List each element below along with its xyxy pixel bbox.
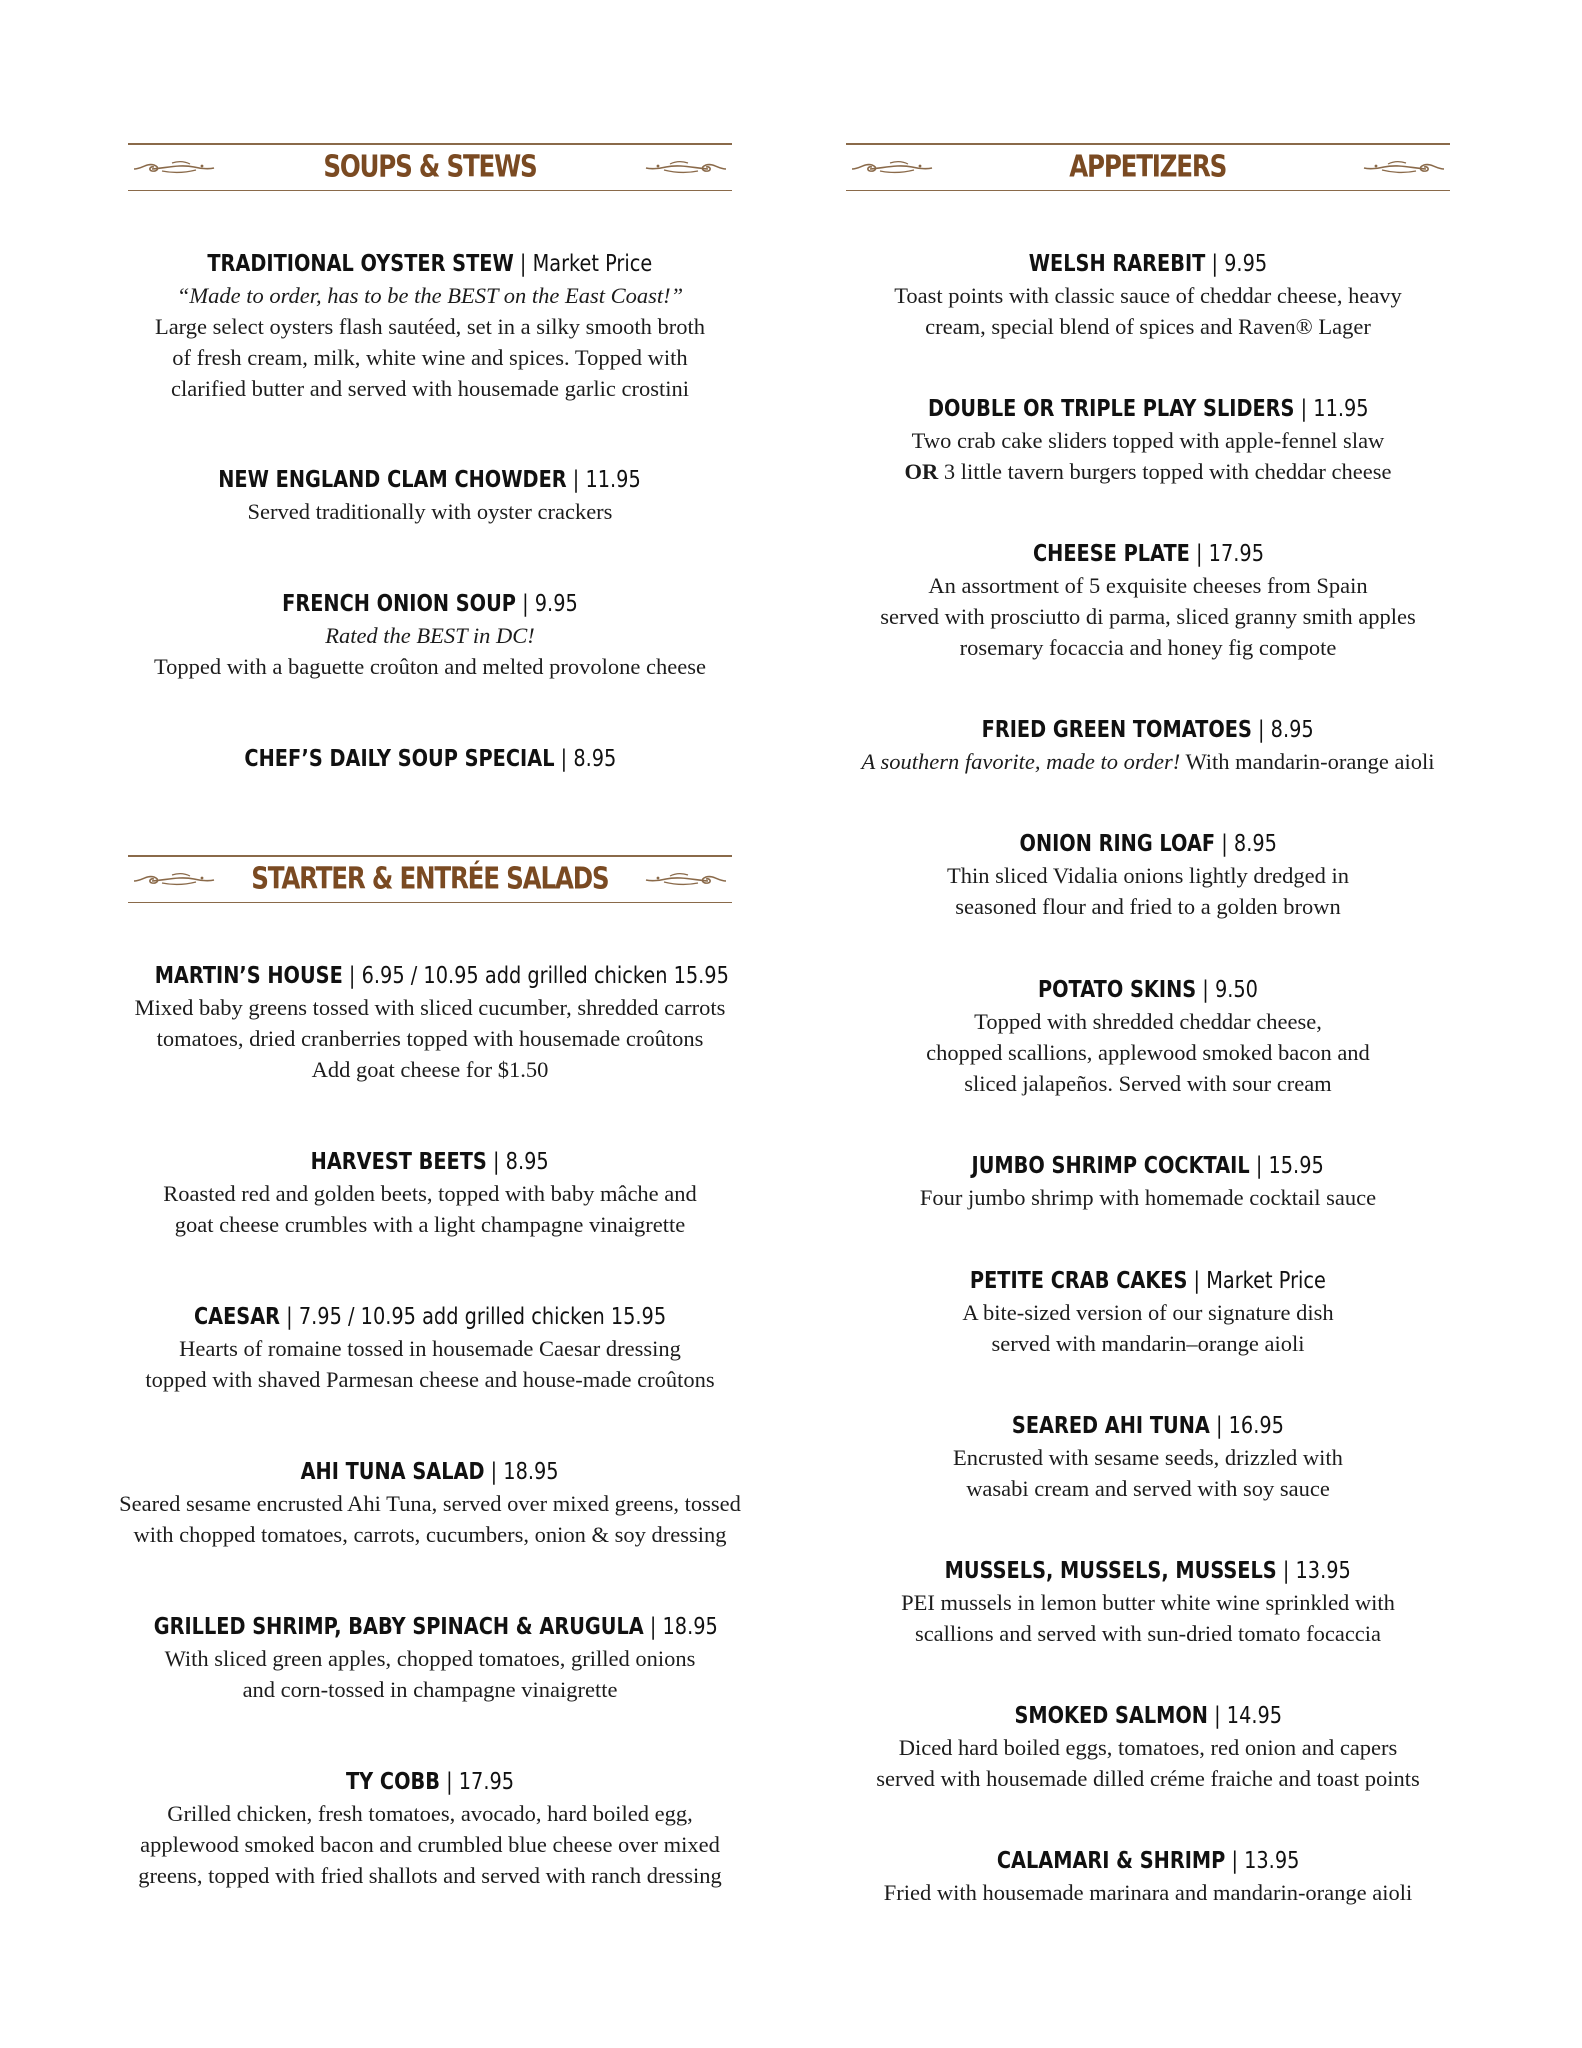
item-description: served with housemade dilled créme fraiche and toast points	[876, 1766, 1420, 1791]
item-header: AHI TUNA SALAD | 18.95	[300, 1459, 560, 1485]
item-description: scallions and served with sun-dried tomato focaccia	[914, 1621, 1382, 1646]
item-price: 8.95	[1233, 831, 1277, 857]
menu-item	[818, 1265, 1478, 1359]
item-header: PETITE CRAB CAKES | Market Price	[969, 1268, 1326, 1294]
item-name: SEARED AHI TUNA	[1011, 1413, 1210, 1439]
item-header: TY COBB | 17.95	[345, 1769, 515, 1795]
menu-item	[100, 1456, 760, 1550]
item-header: WELSH RAREBIT | 9.95	[1028, 251, 1268, 277]
item-price: 9.95	[1224, 251, 1268, 277]
item-header: NEW ENGLAND CLAM CHOWDER | 11.95	[218, 467, 642, 493]
item-description: cream, special blend of spices and Raven® Lager	[925, 314, 1371, 339]
item-description: Two crab cake sliders topped with apple-fennel slaw	[911, 428, 1385, 453]
item-name: NEW ENGLAND CLAM CHOWDER	[218, 467, 568, 493]
item-description: Toast points with classic sauce of cheddar cheese, heavy	[894, 283, 1402, 308]
item-description: served with prosciutto di parma, sliced granny smith apples	[880, 604, 1416, 629]
item-header: CHEF’S DAILY SOUP SPECIAL | 8.95	[244, 746, 616, 772]
item-tagline: “Made to order, has to be the BEST on the East Coast!”	[176, 283, 684, 308]
item-description: Diced hard boiled eggs, tomatoes, red onion and capers	[898, 1735, 1398, 1760]
menu-item	[100, 1301, 760, 1395]
item-description: clarified butter and served with housemade garlic crostini	[171, 376, 689, 401]
appetizers-section-header	[846, 143, 1450, 191]
item-price: Market Price	[1206, 1268, 1326, 1294]
item-header: CAESAR | 7.95 / 10.95 add grilled chicken 15.95	[193, 1304, 667, 1330]
item-name: SMOKED SALMON	[1014, 1703, 1208, 1729]
item-header: DOUBLE OR TRIPLE PLAY SLIDERS | 11.95	[927, 396, 1369, 422]
item-price: 8.95	[572, 746, 616, 772]
item-name: HARVEST BEETS	[310, 1149, 488, 1175]
header-rule	[128, 855, 732, 857]
or-word: OR	[904, 459, 939, 484]
item-description: Fried with housemade marinara and mandarin-orange aioli	[883, 1880, 1413, 1905]
item-name: FRENCH ONION SOUP	[282, 591, 516, 617]
menu-item	[818, 1845, 1478, 1908]
item-price: 18.95	[503, 1459, 560, 1485]
item-price: 13.95	[1295, 1558, 1352, 1584]
item-name: PETITE CRAB CAKES	[969, 1268, 1188, 1294]
header-rule	[128, 190, 732, 192]
ornamental-flourish-icon	[644, 869, 728, 889]
menu-item	[100, 1766, 760, 1891]
item-header: FRIED GREEN TOMATOES | 8.95	[981, 717, 1315, 743]
item-description: and corn-tossed in champagne vinaigrette	[242, 1677, 618, 1702]
item-header: FRENCH ONION SOUP | 9.95	[282, 591, 578, 617]
menu-item	[818, 974, 1478, 1099]
item-name: POTATO SKINS	[1037, 977, 1197, 1003]
item-description: with chopped tomatoes, carrots, cucumbers, onion & soy dressing	[133, 1522, 727, 1547]
menu-item	[818, 393, 1478, 487]
item-header: ONION RING LOAF | 8.95	[1019, 831, 1277, 857]
item-name: FRIED GREEN TOMATOES	[981, 717, 1253, 743]
item-description: Four jumbo shrimp with homemade cocktail sauce	[919, 1185, 1377, 1210]
item-name: CALAMARI & SHRIMP	[996, 1848, 1226, 1874]
item-header: SEARED AHI TUNA | 16.95	[1011, 1413, 1285, 1439]
item-name: CAESAR	[193, 1304, 280, 1330]
item-description: Topped with shredded cheddar cheese,	[974, 1009, 1322, 1034]
item-name: MUSSELS, MUSSELS, MUSSELS	[944, 1558, 1277, 1584]
item-price: 16.95	[1228, 1413, 1285, 1439]
item-price: 8.95	[505, 1149, 550, 1175]
item-header: CALAMARI & SHRIMP | 13.95	[996, 1848, 1300, 1874]
section-title: STARTER & ENTRÉE SALADS	[251, 861, 609, 897]
item-header: HARVEST BEETS | 8.95	[310, 1149, 550, 1175]
item-name: JUMBO SHRIMP COCKTAIL	[971, 1153, 1251, 1179]
item-description: Add goat cheese for $1.50	[311, 1057, 549, 1082]
item-description: Thin sliced Vidalia onions lightly dredged in	[947, 863, 1349, 888]
menu-item	[818, 538, 1478, 663]
menu-item	[818, 828, 1478, 922]
after-tag: With mandarin-orange aioli	[1180, 749, 1435, 774]
menu-item	[818, 1410, 1478, 1504]
item-description: With sliced green apples, chopped tomatoes, grilled onions	[164, 1646, 696, 1671]
item-price: 11.95	[1312, 396, 1369, 422]
item-price: 13.95	[1243, 1848, 1300, 1874]
item-description: goat cheese crumbles with a light champagne vinaigrette	[174, 1212, 686, 1237]
or-rest: 3 little tavern burgers topped with cheddar cheese	[938, 459, 1392, 484]
item-price: 15.95	[1268, 1153, 1325, 1179]
item-name: MARTIN’S HOUSE	[154, 963, 343, 989]
item-description: chopped scallions, applewood smoked bacon and	[926, 1040, 1370, 1065]
item-description: Encrusted with sesame seeds, drizzled with	[953, 1445, 1343, 1470]
item-header: SMOKED SALMON | 14.95	[1014, 1703, 1282, 1729]
menu-item	[818, 248, 1478, 342]
section-title: APPETIZERS	[1069, 149, 1227, 185]
header-rule	[846, 143, 1450, 145]
menu-item	[818, 1555, 1478, 1649]
item-price: 18.95	[662, 1614, 718, 1640]
item-description	[818, 746, 1478, 777]
menu-item	[100, 1611, 760, 1705]
item-name: AHI TUNA SALAD	[300, 1459, 485, 1485]
header-rule	[128, 143, 732, 145]
header-rule	[128, 902, 732, 904]
item-price: Market Price	[532, 251, 653, 277]
item-description: Large select oysters flash sautéed, set in a silky smooth broth	[154, 314, 706, 339]
item-description: tomatoes, dried cranberries topped with housemade croûtons	[156, 1026, 704, 1051]
item-header: JUMBO SHRIMP COCKTAIL | 15.95	[971, 1153, 1325, 1179]
item-price: 9.95	[534, 591, 578, 617]
item-description: served with mandarin–orange aioli	[991, 1331, 1305, 1356]
item-tagline: A southern favorite, made to order!	[861, 749, 1181, 774]
soups-section-header	[128, 143, 732, 191]
header-rule	[846, 190, 1450, 192]
item-price: 14.95	[1226, 1703, 1282, 1729]
item-name: TRADITIONAL OYSTER STEW	[207, 251, 514, 277]
item-tagline: Rated the BEST in DC!	[325, 623, 535, 648]
item-name: CHEESE PLATE	[1032, 541, 1190, 567]
item-name: WELSH RAREBIT	[1028, 251, 1206, 277]
item-name: GRILLED SHRIMP, BABY SPINACH & ARUGULA	[153, 1614, 644, 1640]
item-header: MUSSELS, MUSSELS, MUSSELS | 13.95	[944, 1558, 1352, 1584]
item-description: Roasted red and golden beets, topped with baby mâche and	[163, 1181, 697, 1206]
menu-item	[100, 588, 760, 682]
item-header: GRILLED SHRIMP, BABY SPINACH & ARUGULA | 18.95	[153, 1614, 718, 1640]
menu-item	[100, 1146, 760, 1240]
item-description: seasoned flour and fried to a golden brown	[955, 894, 1341, 919]
item-description	[818, 456, 1478, 487]
menu-item	[100, 248, 760, 404]
item-description: wasabi cream and served with soy sauce	[966, 1476, 1330, 1501]
item-header: CHEESE PLATE | 17.95	[1032, 541, 1264, 567]
item-description: Grilled chicken, fresh tomatoes, avocado, hard boiled egg,	[167, 1801, 693, 1826]
item-description: greens, topped with fried shallots and served with ranch dressing	[138, 1863, 722, 1888]
item-description: sliced jalapeños. Served with sour cream	[964, 1071, 1332, 1096]
item-description: An assortment of 5 exquisite cheeses from Spain	[928, 573, 1368, 598]
item-name: CHEF’S DAILY SOUP SPECIAL	[244, 746, 555, 772]
item-price: 9.50	[1214, 977, 1259, 1003]
item-description: of fresh cream, milk, white wine and spices. Topped with	[172, 345, 688, 370]
item-description: A bite-sized version of our signature dish	[962, 1300, 1334, 1325]
item-header: POTATO SKINS | 9.50	[1037, 977, 1259, 1003]
item-name: TY COBB	[345, 1769, 440, 1795]
item-price: 6.95 / 10.95 add grilled chicken 15.95	[361, 963, 729, 989]
item-price: 17.95	[1208, 541, 1264, 567]
item-description: topped with shaved Parmesan cheese and house-made croûtons	[145, 1367, 715, 1392]
item-price: 8.95	[1271, 717, 1315, 743]
item-description: applewood smoked bacon and crumbled blue cheese over mixed	[140, 1832, 720, 1857]
item-name: DOUBLE OR TRIPLE PLAY SLIDERS	[927, 396, 1295, 422]
item-price: 17.95	[458, 1769, 515, 1795]
item-description: PEI mussels in lemon butter white wine sprinkled with	[901, 1590, 1395, 1615]
menu-item	[100, 960, 760, 1085]
menu-item	[100, 743, 760, 775]
item-description: Hearts of romaine tossed in housemade Caesar dressing	[179, 1336, 681, 1361]
item-description: Topped with a baguette croûton and melted provolone cheese	[154, 654, 706, 679]
section-title: SOUPS & STEWS	[323, 149, 537, 185]
menu-item	[818, 1150, 1478, 1213]
item-description: rosemary focaccia and honey fig compote	[959, 635, 1337, 660]
item-description: Seared sesame encrusted Ahi Tuna, served over mixed greens, tossed	[119, 1491, 741, 1516]
item-header: MARTIN’S HOUSE | 6.95 / 10.95 add grilled chicken 15.95	[154, 963, 729, 989]
item-header: TRADITIONAL OYSTER STEW | Market Price	[207, 251, 653, 277]
item-description: Served traditionally with oyster crackers	[247, 499, 613, 524]
menu-item	[100, 464, 760, 527]
item-name: ONION RING LOAF	[1019, 831, 1215, 857]
ornamental-flourish-icon	[644, 157, 728, 177]
item-price: 7.95 / 10.95 add grilled chicken 15.95	[298, 1304, 667, 1330]
item-price: 11.95	[585, 467, 642, 493]
item-description: Mixed baby greens tossed with sliced cucumber, shredded carrots	[134, 995, 726, 1020]
ornamental-flourish-icon	[1362, 157, 1446, 177]
menu-item	[818, 1700, 1478, 1794]
menu-item	[818, 714, 1478, 777]
salads-section-header	[128, 855, 732, 903]
